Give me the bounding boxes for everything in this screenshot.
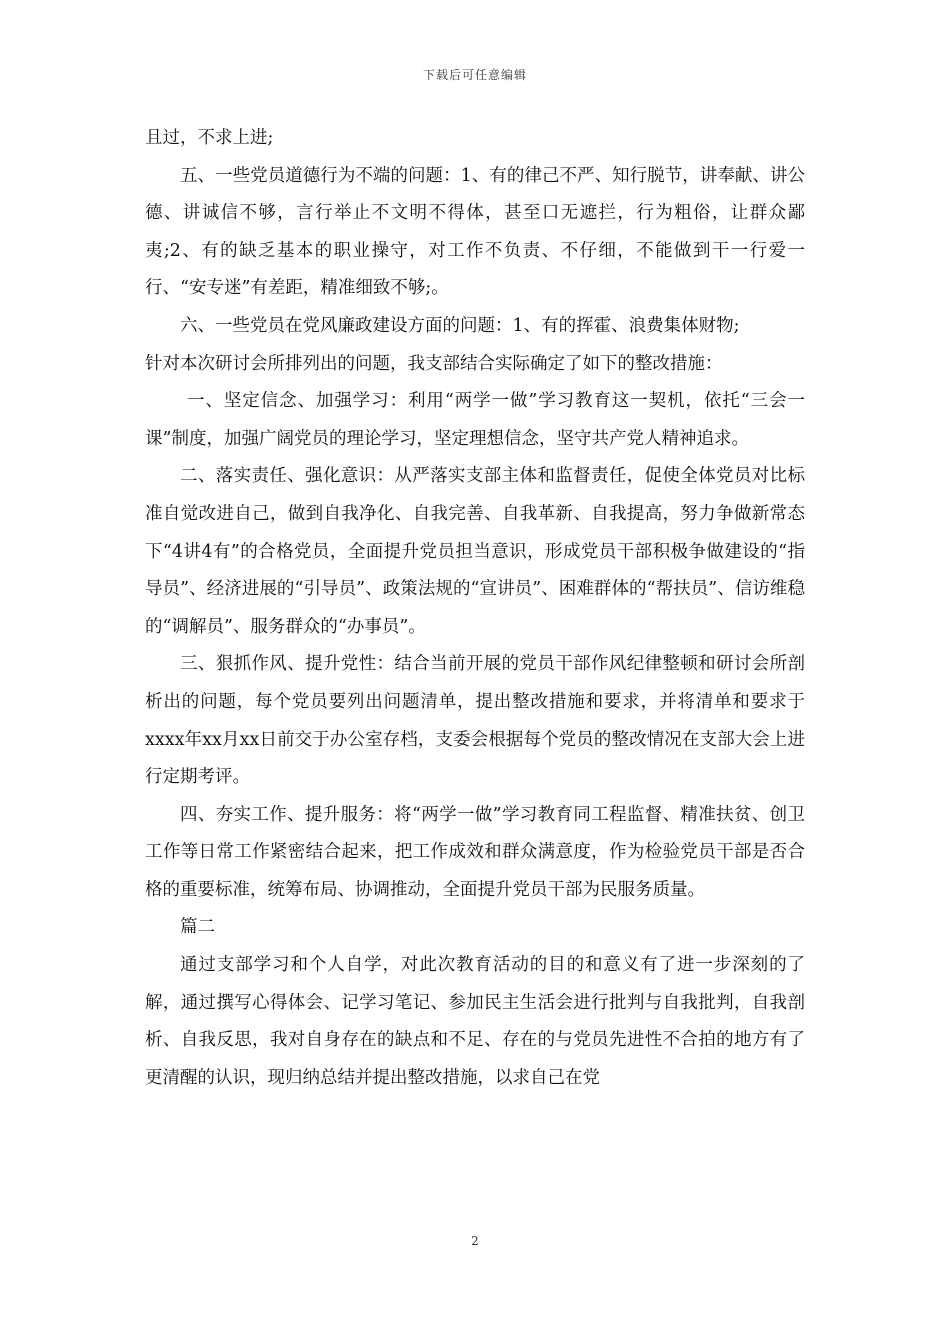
paragraph-measures-intro: 针对本次研讨会所排列出的问题，我支部结合实际确定了如下的整改措施： [145,353,723,374]
paragraph-continuation: 且过，不求上进; [145,128,274,148]
paragraph-measure-one: 一、坚定信念、加强学习：利用“两学一做”学习教育这一契机，依托“三会一课”制度，加强广阔党员的理论学习，坚定理想信念，坚守共产党人精神追求。 [145,391,805,449]
paragraph-measure-four: 四、夯实工作、提升服务：将“两学一做”学习教育同工程监督、精准扶贫、创卫工作等日常工作紧密结合起来，把工作成效和群众满意度，作为检验党员干部是否合格的重要标准，统筹布局、协调推动，全面提升党员干部为民服务质量。 [145,804,805,900]
paragraph-measure-three: 三、狠抓作风、提升党性：结合当前开展的党员干部作风纪律整顿和研讨会所剖析出的问题，每个党员要列出问题清单，提出整改措施和要求，并将清单和要求于xxxx年xx月xx日前交于办公室存档，支委会根据每个党员的整改情况在支部大会上进行定期考评。 [145,654,805,788]
paragraph-measure-two: 二、落实责任、强化意识：从严落实支部主体和监督责任，促使全体党员对比标准自觉改进自己，做到自我净化、自我完善、自我革新、自我提高，努力争做新常态下“4讲4有”的合格党员，全面提升党员担当意识，形成党员干部积极争做建设的“指导员”、经济进展的“引导员”、政策法规的“宣讲员”、困难群体的“帮扶员”、信访维稳的“调解员”、服务群众的“办事员”。 [145,466,805,637]
paragraph-issue-five: 五、一些党员道德行为不端的问题：1、有的律己不严、知行脱节，讲奉献、讲公德、讲诚信不够，言行举止不文明不得体，甚至口无遮拦，行为粗俗，让群众鄙夷;2、有的缺乏基本的职业操守，对工作不负责、不仔细，不能做到干一行爱一行、“安专迷”有差距，精准细致不够;。 [145,165,805,299]
page-header: 下载后可任意编辑 [422,68,527,82]
document-body [145,120,805,1097]
paragraph-part-two-intro: 通过支部学习和个人自学，对此次教育活动的目的和意义有了进一步深刻的了解，通过撰写心得体会、记学习笔记、参加民主生活会进行批判与自我批判，自我剖析、自我反思，我对自身存在的缺点和不足、存在的与党员先进性不合拍的地方有了更清醒的认识，现归纳总结并提出整改措施，以求自己在党 [145,955,805,1088]
page-number: 2 [471,1234,479,1248]
section-heading-part-two: 篇二 [180,917,215,938]
paragraph-issue-six: 六、一些党员在党风廉政建设方面的问题：1、有的挥霍、浪费集体财物; [180,315,740,336]
